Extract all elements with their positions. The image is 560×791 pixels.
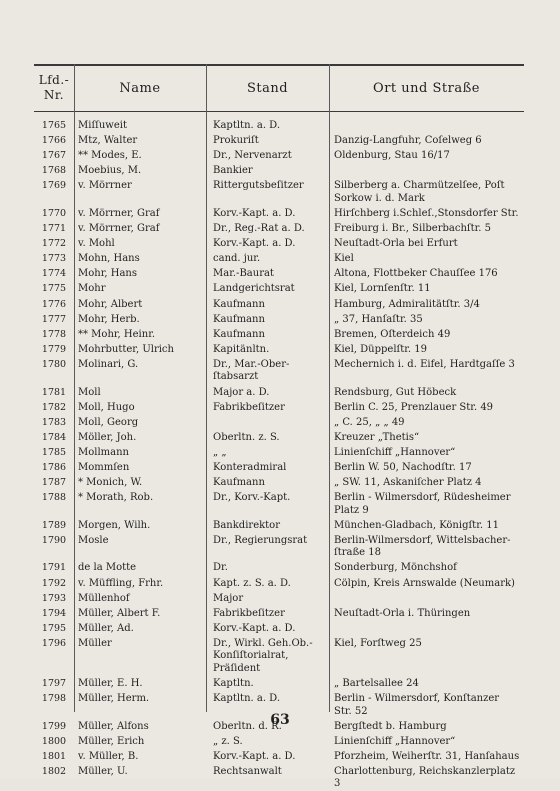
row-stand-line: Kaufmann — [213, 298, 265, 310]
row-address-line: Berlin W. 50, Nachodſtr. 17 — [334, 461, 472, 473]
row-address — [334, 268, 524, 281]
row-number: 1788 — [41, 492, 67, 504]
row-stand — [213, 520, 329, 533]
table-row — [0, 120, 560, 135]
table-row — [0, 432, 560, 447]
row-number: 1767 — [41, 150, 67, 162]
row-stand — [213, 492, 329, 505]
row-address — [334, 283, 524, 296]
row-number: 1794 — [41, 607, 67, 619]
table-row — [0, 520, 560, 535]
row-stand-line: Fabrikbeſitzer — [213, 401, 285, 413]
row-stand-line: Landgerichtsrat — [213, 283, 295, 295]
header-bottom-rule — [34, 111, 524, 112]
row-stand-line: Mar.-Baurat — [213, 268, 274, 280]
row-number: 1792 — [41, 577, 67, 589]
row-name: v. Müller, B. — [78, 750, 139, 762]
table-row — [0, 447, 560, 462]
row-address — [334, 447, 524, 460]
row-address — [334, 751, 524, 764]
row-address-line: Berlin C. 25, Prenzlauer Str. 49 — [334, 401, 494, 413]
row-address-line — [334, 120, 524, 133]
row-stand — [213, 578, 329, 591]
row-stand-line: Kaufmann — [213, 313, 265, 325]
row-address-line: Linienſchiff „Hannover“ — [334, 446, 456, 458]
row-stand — [213, 432, 329, 445]
row-address — [334, 678, 524, 691]
row-stand — [213, 329, 329, 342]
row-name: Mosle — [78, 534, 109, 546]
table-row — [0, 535, 560, 563]
row-stand — [213, 623, 329, 636]
row-stand — [213, 344, 329, 357]
row-stand — [213, 359, 329, 384]
row-name: Moll — [78, 386, 101, 398]
row-stand-line: Major a. D. — [213, 386, 270, 398]
row-number: 1785 — [41, 446, 67, 458]
row-address-line: Neuſtadt-Orla i. Thüringen — [334, 607, 471, 619]
row-address — [334, 562, 524, 575]
row-number: 1772 — [41, 238, 67, 250]
row-name: Müller, Ad. — [78, 622, 134, 634]
row-name: Mohr, Herb. — [78, 313, 140, 325]
row-stand — [213, 268, 329, 281]
row-address — [334, 150, 524, 163]
row-number: 1771 — [41, 223, 67, 235]
table-row — [0, 135, 560, 150]
row-number: 1801 — [41, 750, 67, 762]
row-stand-line: Dr. — [213, 562, 228, 574]
row-address-line: Oldenburg, Stau 16/17 — [334, 150, 450, 162]
row-address-line: Str. 52 — [334, 705, 368, 717]
row-stand — [213, 299, 329, 312]
row-number: 1793 — [41, 592, 67, 604]
row-address — [334, 578, 524, 591]
row-name: Mohrbutter, Ulrich — [78, 343, 174, 355]
row-name: Moll, Hugo — [78, 401, 135, 413]
row-stand — [213, 535, 329, 548]
row-name: Mollmann — [78, 446, 129, 458]
table-row — [0, 593, 560, 608]
table-row — [0, 344, 560, 359]
row-address-line: „ SW. 11, Askaniſcher Platz 4 — [334, 477, 482, 489]
row-number: 1778 — [41, 328, 67, 340]
row-name: * Monich, W. — [78, 477, 143, 489]
row-address — [334, 623, 524, 636]
row-stand-line: Konſiſtorialrat, — [213, 650, 289, 662]
table-row — [0, 314, 560, 329]
table-row — [0, 165, 560, 180]
row-address — [334, 344, 524, 357]
row-address — [334, 253, 524, 266]
header-nr-line2: Nr. — [43, 88, 65, 102]
row-name: * Morath, Rob. — [78, 492, 154, 504]
row-stand-line: Bankdirektor — [213, 519, 280, 531]
row-stand-line: Korv.-Kapt. a. D. — [213, 238, 296, 250]
row-address — [334, 462, 524, 475]
row-stand-line: Dr., Regierungsrat — [213, 534, 308, 546]
row-address-line: Cölpin, Kreis Arnswalde (Neumark) — [334, 577, 515, 589]
table-row — [0, 387, 560, 402]
table-row — [0, 180, 560, 208]
row-number: 1774 — [41, 268, 67, 280]
row-address — [334, 238, 524, 251]
row-name: Molinari, G. — [78, 358, 139, 370]
row-stand-line: Major — [213, 592, 244, 604]
row-address — [334, 608, 524, 621]
row-stand — [213, 462, 329, 475]
row-stand — [213, 593, 329, 606]
row-stand-line: Fabrikbeſitzer — [213, 607, 285, 619]
row-stand-line: Oberltn. d. R. — [213, 720, 282, 732]
row-number: 1782 — [41, 401, 67, 413]
row-stand-line: Kapt. z. S. a. D. — [213, 577, 291, 589]
row-stand — [213, 477, 329, 490]
row-number: 1768 — [41, 165, 67, 177]
row-address-line: Hirſchberg i.Schleſ.,Stonsdorfer Str. — [334, 207, 519, 219]
row-number: 1798 — [41, 693, 67, 705]
row-stand — [213, 180, 329, 193]
row-stand-line: cand. jur. — [213, 253, 261, 265]
row-number: 1777 — [41, 313, 67, 325]
row-stand-line: Konteradmiral — [213, 461, 287, 473]
row-name: v. Mohl — [78, 238, 115, 250]
row-address-line: Bremen, Oſterdeich 49 — [334, 328, 451, 340]
row-address-line: Silberberg a. Charmützelſee, Poſt — [334, 180, 505, 192]
row-name: Morgen, Wilh. — [78, 519, 151, 531]
row-stand-line: Kaptltn. — [213, 678, 254, 689]
table-row — [0, 208, 560, 223]
table-row — [0, 492, 560, 520]
table-row — [0, 253, 560, 268]
row-number: 1791 — [41, 562, 67, 574]
row-stand-line: Kaptltn. a. D. — [213, 120, 281, 131]
row-address — [334, 314, 524, 327]
row-address-line: Berlin - Wilmersdorf, Konſtanzer — [334, 693, 500, 705]
row-stand — [213, 678, 329, 691]
table-row — [0, 765, 560, 790]
row-number: 1779 — [41, 343, 67, 355]
row-stand-line: Dr., Wirkl. Geh.Ob.- — [213, 637, 313, 649]
row-stand — [213, 150, 329, 163]
table-row — [0, 359, 560, 387]
row-name: Müllenhof — [78, 592, 130, 604]
row-stand-line: Dr., Nervenarzt — [213, 150, 292, 162]
row-name: v. Mörrner, Graf — [78, 223, 160, 235]
row-address-line: Sorkow i. d. Mark — [334, 192, 425, 204]
row-stand-line: Kaptltn. a. D. — [213, 693, 281, 705]
header-name: Name — [119, 80, 161, 96]
row-number: 1783 — [41, 416, 67, 428]
table-row — [0, 736, 560, 751]
row-stand-line: Bankier — [213, 165, 253, 177]
row-address-line: Mechernich i. d. Eifel, Hardtgaſſe 3 — [334, 358, 515, 370]
table-row — [0, 223, 560, 238]
row-name: Müller, Albert F. — [78, 607, 161, 619]
row-address — [334, 208, 524, 221]
row-address-line: Linienſchiff „Hannover“ — [334, 735, 456, 747]
row-address — [334, 165, 524, 178]
row-stand — [213, 417, 329, 430]
row-number: 1770 — [41, 207, 67, 219]
row-address-line: Freiburg i. Br., Silberbachſtr. 5 — [334, 223, 492, 235]
row-number: 1773 — [41, 253, 67, 265]
row-address — [334, 535, 524, 560]
row-name: v. Mörrner, Graf — [78, 207, 160, 219]
row-address-line: ſtraße 18 — [334, 547, 381, 559]
table-row — [0, 268, 560, 283]
row-stand — [213, 608, 329, 621]
row-address — [334, 736, 524, 749]
row-stand — [213, 238, 329, 251]
table-row — [0, 678, 560, 693]
row-stand-line: „ „ — [213, 446, 227, 458]
row-number: 1790 — [41, 534, 67, 546]
row-address — [334, 766, 524, 791]
table-row — [0, 477, 560, 492]
row-stand-line: Dr., Korv.-Kapt. — [213, 492, 291, 504]
row-name: Müller, U. — [78, 765, 128, 777]
row-stand — [213, 387, 329, 400]
table-row — [0, 283, 560, 298]
table-row — [0, 329, 560, 344]
row-stand-line: Oberltn. z. S. — [213, 431, 280, 443]
row-address-line: Kiel, Forſtweg 25 — [334, 637, 422, 649]
row-number: 1800 — [41, 735, 67, 747]
row-address-line: Pforzheim, Weiherſtr. 31, Hanſahaus — [334, 750, 520, 762]
page-number: 63 — [270, 712, 290, 728]
row-name: Mohn, Hans — [78, 253, 140, 265]
row-stand — [213, 253, 329, 266]
row-name: ** Mohr, Heinr. — [78, 328, 156, 340]
row-address — [334, 120, 524, 133]
header-nr-line1: Lfd.- — [38, 73, 70, 87]
table-row — [0, 562, 560, 577]
row-number: 1765 — [41, 120, 67, 131]
row-stand — [213, 766, 329, 779]
row-number: 1802 — [41, 765, 67, 777]
row-address — [334, 299, 524, 312]
row-address-line: Kreuzer „Thetis“ — [334, 431, 420, 443]
row-name: de la Motte — [78, 562, 137, 574]
row-stand-line: Rittergutsbeſitzer — [213, 180, 304, 192]
row-stand — [213, 693, 329, 706]
row-address — [334, 329, 524, 342]
table-row — [0, 623, 560, 638]
row-address-line — [334, 623, 524, 636]
row-address-line: „ Bartelsallee 24 — [334, 678, 419, 689]
row-stand-line: Rechtsanwalt — [213, 765, 282, 777]
row-address-line: Berlin-Wilmersdorf, Wittelsbacher- — [334, 534, 511, 546]
row-number: 1789 — [41, 519, 67, 531]
row-number: 1799 — [41, 720, 67, 732]
row-address — [334, 593, 524, 606]
table-row — [0, 462, 560, 477]
row-address-line: Hamburg, Admiralitätſtr. 3/4 — [334, 298, 480, 310]
row-stand — [213, 447, 329, 460]
row-stand — [213, 120, 329, 133]
row-stand-line: Korv.-Kapt. a. D. — [213, 750, 296, 762]
row-stand-line: Kaufmann — [213, 328, 265, 340]
row-stand — [213, 638, 329, 676]
row-number: 1784 — [41, 431, 67, 443]
row-address-line: München-Gladbach, Königſtr. 11 — [334, 519, 499, 531]
row-address — [334, 402, 524, 415]
row-address — [334, 492, 524, 517]
row-name: Mohr — [78, 283, 106, 295]
row-stand — [213, 165, 329, 178]
table-row — [0, 751, 560, 766]
row-address-line: Sonderburg, Mönchshof — [334, 562, 457, 574]
row-address-line: Neuſtadt-Orla bei Erfurt — [334, 238, 458, 250]
row-address — [334, 638, 524, 651]
row-address — [334, 477, 524, 490]
row-name: Moll, Georg — [78, 416, 139, 428]
row-stand-line — [213, 417, 329, 430]
row-stand — [213, 223, 329, 236]
row-number: 1775 — [41, 283, 67, 295]
table-row — [0, 402, 560, 417]
header-stand: Stand — [246, 80, 289, 96]
row-address-line — [334, 165, 524, 178]
row-stand-line: Präſident — [213, 662, 261, 674]
row-name: v. Mörrner — [78, 180, 132, 192]
table-row — [0, 608, 560, 623]
row-address — [334, 223, 524, 236]
row-address — [334, 520, 524, 533]
row-address-line: Kiel — [334, 253, 354, 265]
row-address-line: Berlin - Wilmersdorf, Rüdesheimer — [334, 492, 511, 504]
row-address-line — [334, 593, 524, 606]
row-name: Möller, Joh. — [78, 431, 137, 443]
row-address — [334, 432, 524, 445]
row-number: 1787 — [41, 477, 67, 489]
row-name: Müller, Alfons — [78, 720, 149, 732]
row-address — [334, 359, 524, 372]
table-row — [0, 299, 560, 314]
row-name: Müller, Herm. — [78, 693, 150, 705]
row-number: 1796 — [41, 637, 67, 649]
row-stand — [213, 562, 329, 575]
table-row — [0, 417, 560, 432]
row-stand-line: Dr., Reg.-Rat a. D. — [213, 223, 305, 235]
row-stand — [213, 751, 329, 764]
row-stand-line: „ z. S. — [213, 735, 243, 747]
row-stand-line: Korv.-Kapt. a. D. — [213, 622, 296, 634]
header-ort: Ort und Straße — [373, 80, 480, 96]
row-name: Mohr, Albert — [78, 298, 143, 310]
row-name: v. Müffling, Frhr. — [78, 577, 164, 589]
row-stand-line: Kaufmann — [213, 477, 265, 489]
row-number: 1786 — [41, 461, 67, 473]
row-stand-line: ſtabsarzt — [213, 371, 259, 383]
row-number: 1795 — [41, 622, 67, 634]
row-name: Mommſen — [78, 461, 130, 473]
row-name: ** Modes, E. — [78, 150, 142, 162]
row-address-line: Charlottenburg, Reichskanzlerplatz 3 — [334, 765, 516, 790]
row-address-line: Bergſtedt b. Hamburg — [334, 720, 447, 732]
table-row — [0, 150, 560, 165]
row-address-line: Rendsburg, Gut Höbeck — [334, 386, 457, 398]
table-row — [0, 578, 560, 593]
table-body — [0, 120, 560, 790]
row-stand-line: Kapitänltn. — [213, 343, 270, 355]
row-address-line: Danzig-Langfuhr, Coſelweg 6 — [334, 135, 482, 147]
row-name: Müller — [78, 637, 112, 649]
table-row — [0, 238, 560, 253]
row-stand-line: Prokuriſt — [213, 135, 259, 147]
row-number: 1769 — [41, 180, 67, 192]
row-number: 1776 — [41, 298, 67, 310]
row-address — [334, 387, 524, 400]
row-number: 1797 — [41, 678, 67, 689]
row-number: 1780 — [41, 358, 67, 370]
row-stand — [213, 314, 329, 327]
row-stand — [213, 283, 329, 296]
table-row — [0, 638, 560, 678]
row-address-line: „ 37, Hanſaſtr. 35 — [334, 313, 423, 325]
row-stand — [213, 402, 329, 415]
row-address — [334, 135, 524, 148]
row-name: Mtz, Walter — [78, 135, 138, 147]
row-address-line: Kiel, Düppelſtr. 19 — [334, 343, 428, 355]
row-address-line: Platz 9 — [334, 504, 369, 516]
row-name: Müller, Erich — [78, 735, 145, 747]
row-stand-line: Dr., Mar.-Ober- — [213, 358, 290, 370]
row-address — [334, 180, 524, 205]
row-number: 1781 — [41, 386, 67, 398]
row-address-line: Kiel, Lornſenſtr. 11 — [334, 283, 431, 295]
row-name: Müller, E. H. — [78, 678, 143, 689]
row-number: 1766 — [41, 135, 67, 147]
row-name: Moebius, M. — [78, 165, 142, 177]
row-name: Mohr, Hans — [78, 268, 137, 280]
row-name: Miſſuweit — [78, 120, 127, 131]
row-address-line: „ C. 25, „ „ 49 — [334, 416, 405, 428]
row-stand — [213, 736, 329, 749]
row-address-line: Altona, Flottbeker Chauſſee 176 — [334, 268, 498, 280]
row-address — [334, 417, 524, 430]
row-stand-line: Korv.-Kapt. a. D. — [213, 207, 296, 219]
row-stand — [213, 208, 329, 221]
header-nr — [34, 66, 74, 110]
row-stand — [213, 135, 329, 148]
